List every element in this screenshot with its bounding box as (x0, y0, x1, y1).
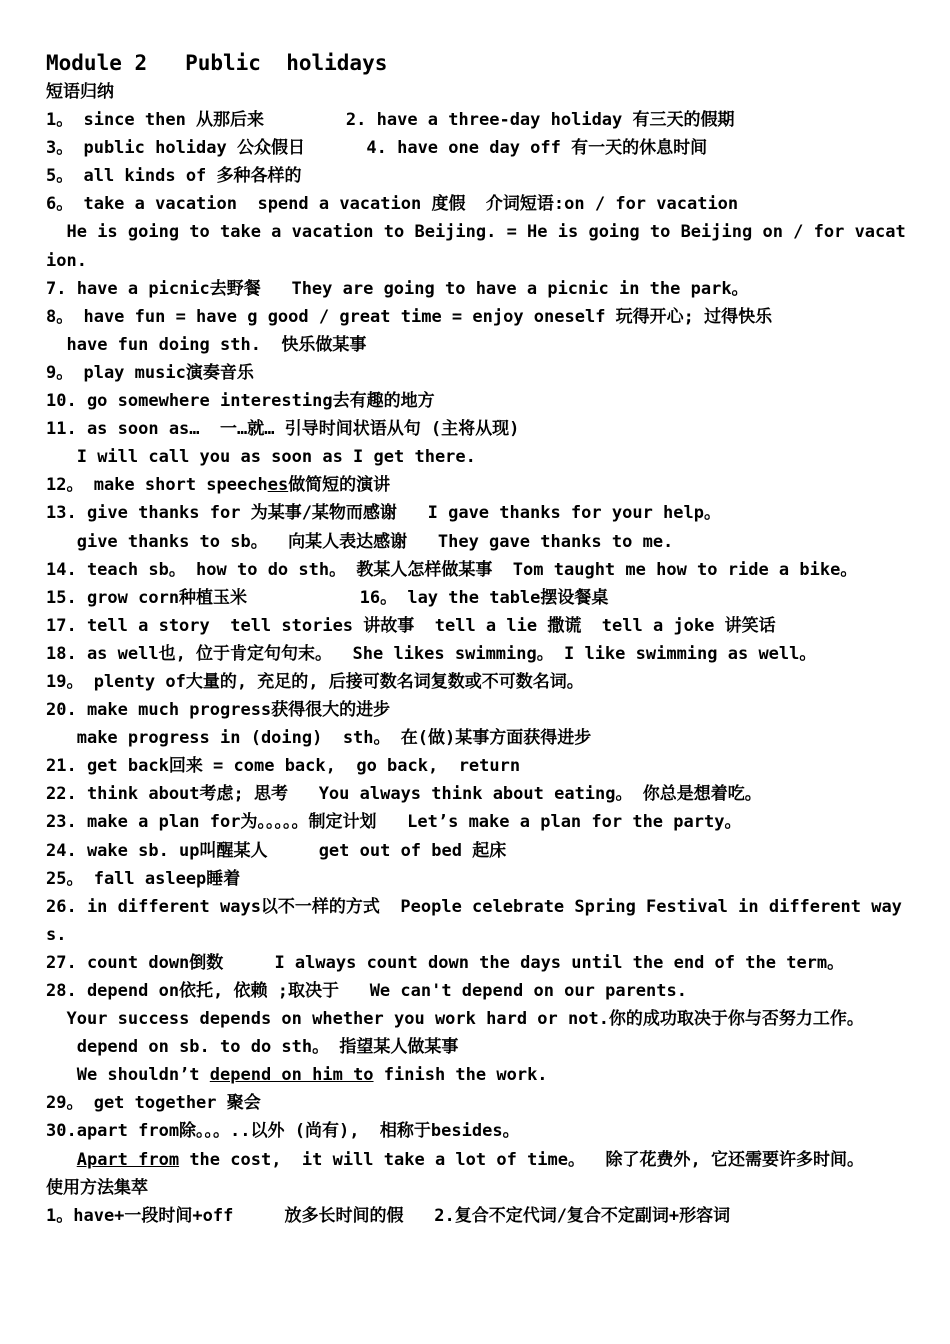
text-line: 9。 play music演奏音乐 (46, 362, 254, 383)
text-line: 6。 take a vacation spend a vacation 度假 介词短语:on / for vacation (46, 194, 739, 215)
text-line: He is going to take a vacation to Beijing. = He is going to Beijing on / for vacation. (46, 222, 906, 271)
text-line (46, 471, 908, 499)
text-line: 29。 get together 聚会 (46, 1093, 261, 1114)
line-text: We shouldn’t (46, 1065, 210, 1086)
text-line: 28. depend on依托, 依赖 ;取决于 We can't depend on our parents. (46, 981, 687, 1001)
text-line: 短语归纳 (46, 82, 114, 102)
underlined-text: Apart from (76, 1149, 180, 1170)
text-line (46, 1061, 908, 1089)
line-text: the cost, it will take a lot of time。 除了花费外, 它还需要许多时间。 (179, 1149, 864, 1170)
text-line: make progress in (doing) sth。 在(做)某事方面获得进步 (46, 728, 592, 749)
text-line: 26. in different ways以不一样的方式 People celebrate Spring Festival in different ways. (46, 896, 902, 945)
text-line: 30.apart from除。。。..以外 (尚有), 相称于besides。 (46, 1121, 520, 1142)
text-line: 8。 have fun = have g good / great time = enjoy oneself 玩得开心; 过得快乐 (46, 306, 773, 327)
text-line: 3。 public holiday 公众假日 4. have one day off 有一天的休息时间 (46, 138, 708, 159)
line-text (46, 1150, 77, 1170)
text-line: 1。have+一段时间+off 放多长时间的假 2.复合不定代词/复合不定副词+形容词 (46, 1205, 731, 1226)
text-line: 22. think about考虑; 思考 You always think about eating。 你总是想着吃。 (46, 784, 762, 805)
text-line: 19。 plenty of大量的, 充足的, 后接可数名词复数或不可数名词。 (46, 671, 584, 692)
text-line: 21. get back回来 = come back, go back, return (46, 756, 521, 777)
line-text: finish the work. (373, 1065, 548, 1086)
text-line: 18. as well也, 位于肯定句句末。 She likes swimming。 I like swimming as well。 (46, 643, 817, 664)
line-text: 做简短的演讲 (288, 475, 391, 496)
text-line: 17. tell a story tell stories 讲故事 tell a lie 撒谎 tell a joke 讲笑话 (46, 615, 776, 636)
text-line: 5。 all kinds of 多种各样的 (46, 166, 302, 187)
text-line: depend on sb. to do sth。 指望某人做某事 (46, 1037, 459, 1058)
text-line: 使用方法集萃 (46, 1177, 148, 1198)
text-line: 7. have a picnic去野餐 They are going to have a picnic in the park。 (46, 278, 749, 299)
text-line: 11. as soon as… 一…就… 引导时间状语从句 (主将从现) (46, 419, 520, 440)
text-line: 14. teach sb。 how to do sth。 教某人怎样做某事 Tom taught me how to ride a bike。 (46, 559, 858, 580)
text-line (46, 1146, 908, 1174)
text-line: give thanks to sb。 向某人表达感谢 They gave thanks to me. (46, 531, 674, 552)
text-line: 27. count down倒数 I always count down the days until the end of the term。 (46, 952, 845, 973)
document-page (46, 48, 908, 1230)
underlined-text: depend on him to (209, 1065, 374, 1086)
text-line: I will call you as soon as I get there. (46, 447, 476, 468)
text-line: 23. make a plan for为。。。。。制定计划 Let’s make a plan for the party。 (46, 812, 742, 833)
text-line: 1。 since then 从那后来 2. have a three-day holiday 有三天的假期 (46, 110, 735, 131)
text-line: 20. make much progress获得很大的进步 (46, 700, 391, 721)
module-title: Module 2 Public holidays (46, 51, 388, 75)
text-line: 25。 fall asleep睡着 (46, 868, 241, 889)
text-line: Your success depends on whether you work hard or not.你的成功取决于你与否努力工作。 (46, 1009, 864, 1030)
line-text: 12。 make short speech (46, 475, 268, 496)
text-line: have fun doing sth. 快乐做某事 (46, 334, 367, 355)
text-line: 24. wake sb. up叫醒某人 get out of bed 起床 (46, 840, 507, 861)
text-line: 10. go somewhere interesting去有趣的地方 (46, 391, 435, 412)
underlined-text: es (267, 475, 289, 496)
phrase-list (46, 78, 908, 1230)
text-line: 13. give thanks for 为某事/某物而感谢 I gave thanks for your help。 (46, 503, 721, 524)
text-line: 15. grow corn种植玉米 16。 lay the table摆设餐桌 (46, 587, 609, 608)
